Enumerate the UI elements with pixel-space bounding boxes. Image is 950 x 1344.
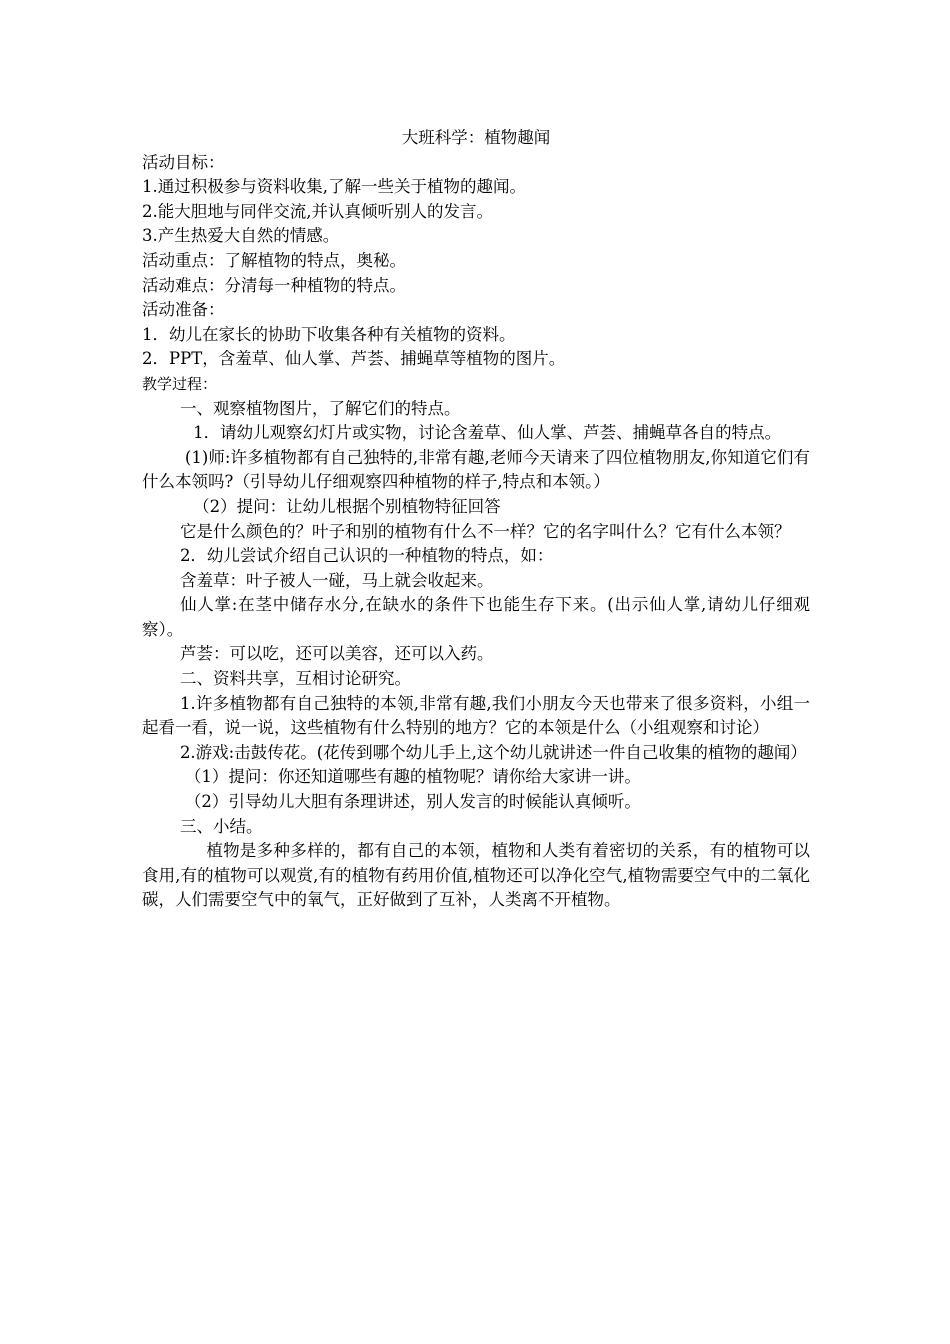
section2-heading: 二、资料共享，互相讨论研究。 xyxy=(179,669,411,689)
goal-item: 1.通过积极参与资料收集,了解一些关于植物的趣闻。 xyxy=(142,177,526,197)
section2-item2-a: （1）提问：你还知道哪些有趣的植物呢？请你给大家讲一讲。 xyxy=(184,767,641,787)
section1-item1-b: （2）提问：让幼儿根据个别植物特征回答 xyxy=(193,496,501,516)
section1-item1-questions: 它是什么颜色的？叶子和别的植物有什么不一样？它的名字叫什么？它有什么本领？ xyxy=(179,521,791,541)
document-page xyxy=(142,126,810,913)
section1-heading: 一、观察植物图片，了解它们的特点。 xyxy=(179,398,461,418)
plant-cactus: 仙人掌:在茎中储存水分,在缺水的条件下也能生存下来。(出示仙人掌,请幼儿仔细观察）。 xyxy=(142,595,810,639)
section3-summary: 植物是多种多样的，都有自己的本领，植物和人类有着密切的关系，有的植物可以食用,有的植物可以观赏,有的植物有药用价值,植物还可以净化空气,植物需要空气中的二氧化碳，人们需要空气中的氧气，正好做到了互补，人类离不开植物。 xyxy=(142,841,810,910)
goals-heading: 活动目标： xyxy=(142,152,225,172)
plant-mimosa: 含羞草：叶子被人一碰，马上就会收起来。 xyxy=(179,570,494,590)
prep-item: 2．PPT，含羞草、仙人掌、芦荟、捕蝇草等植物的图片。 xyxy=(142,349,566,369)
section1-item2: 2．幼儿尝试介绍自己认识的一种植物的特点，如： xyxy=(179,546,554,566)
difficult-point: 活动难点：分清每一种植物的特点。 xyxy=(142,275,406,295)
section1-item1: 1．请幼儿观察幻灯片或实物，讨论含羞草、仙人掌、芦荟、捕蝇草各自的特点。 xyxy=(193,423,782,443)
goal-item: 2.能大胆地与同伴交流,并认真倾听别人的发言。 xyxy=(142,201,493,221)
plant-aloe: 芦荟：可以吃，还可以美容，还可以入药。 xyxy=(179,644,494,664)
key-point: 活动重点：了解植物的特点，奥秘。 xyxy=(142,250,406,270)
section2-item2-b: （2）引导幼儿大胆有条理讲述，别人发言的时候能认真倾听。 xyxy=(184,792,641,812)
prep-item: 1．幼儿在家长的协助下收集各种有关植物的资料。 xyxy=(142,324,516,344)
section2-item1: 1.许多植物都有自己独特的本领,非常有趣,我们小朋友今天也带来了很多资料，小组一起看一看，说一说，这些植物有什么特别的地方？它的本领是什么（小组观察和讨论） xyxy=(142,693,810,738)
section3-heading: 三、小结。 xyxy=(179,816,263,836)
section2-item2: 2.游戏:击鼓传花。(花传到哪个幼儿手上,这个幼儿就讲述一件自己收集的植物的趣闻） xyxy=(179,742,807,762)
process-heading: 教学过程： xyxy=(142,374,218,393)
document-title: 大班科学：植物趣闻 xyxy=(401,128,551,147)
prep-heading: 活动准备： xyxy=(142,300,225,320)
goal-item: 3.产生热爱大自然的情感。 xyxy=(142,226,340,246)
section1-item1-a: (1)师:许多植物都有自己独特的,非常有趣,老师今天请来了四位植物朋友,你知道它们有什么本领吗?（引导幼儿仔细观察四种植物的样子,特点和本领。） xyxy=(142,447,810,492)
